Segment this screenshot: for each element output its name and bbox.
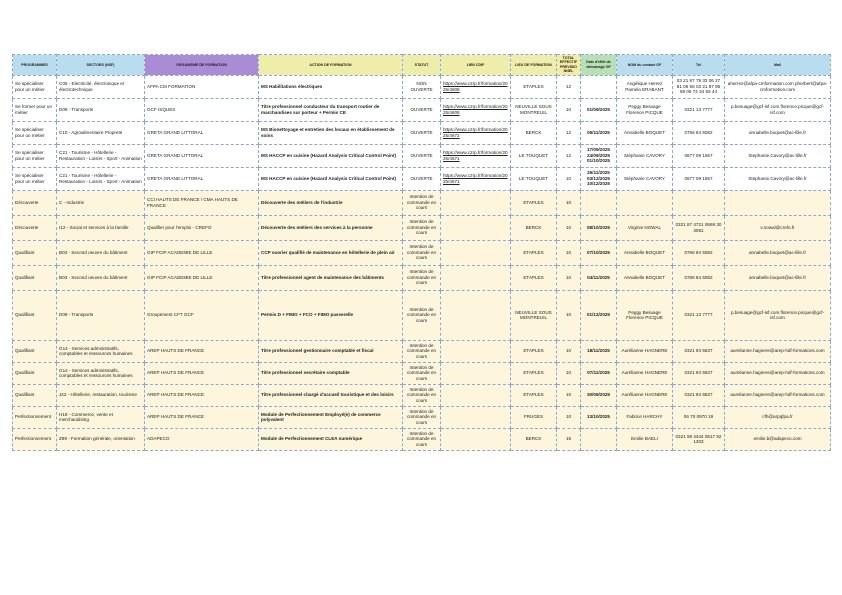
cell-date: 05/11/2025 xyxy=(581,121,617,144)
cell-lieu: ETAPLES xyxy=(511,240,557,265)
formation-table xyxy=(12,54,831,451)
header-programmes[interactable]: PROGRAMMES xyxy=(13,55,57,76)
cell-action: Découverte des métiers des services à la personne xyxy=(259,215,403,240)
header-date[interactable]: Date d'effet de démarrage OF xyxy=(581,55,617,76)
cell-lieu: BERCK xyxy=(511,215,557,240)
cell-date: 17/09/2025 24/09/2025 01/10/2025 xyxy=(581,144,617,167)
cell-mail[interactable]: Stephanie.Cavory@ac-lille.fr xyxy=(725,144,831,167)
table-row xyxy=(13,340,831,362)
cell-organisme: AREP HAUTS DE FRANCE xyxy=(145,384,259,406)
cell-statut: OUVERTE xyxy=(403,98,441,121)
cell-tel: 0321 87 4721 0669 30 3091 xyxy=(673,215,725,240)
cell-lien xyxy=(441,265,511,290)
cell-tel: 0677 09 1657 xyxy=(673,144,725,167)
table-row xyxy=(13,406,831,428)
header-contact[interactable]: NOM du contact OF xyxy=(617,55,673,76)
cell-secteur: D08 - Transports xyxy=(57,290,145,340)
cell-organisme: AREP HAUTS DE FRANCE xyxy=(145,362,259,384)
cell-secteur: D08 - Transports xyxy=(57,98,145,121)
cell-contact: Aurélianne HAGNERE xyxy=(617,362,673,384)
cell-mail[interactable]: v.nowal@crefo.fr xyxy=(725,215,831,240)
cell-mail[interactable]: annabelle.boquet@ac-lille.fr xyxy=(725,265,831,290)
table-row xyxy=(13,265,831,290)
cell-organisme: ADAPECO xyxy=(145,428,259,450)
cell-mail[interactable]: cfh@arpqfpa.fr xyxy=(725,406,831,428)
cell-mail[interactable]: annabelle.boquet@ac-lille.fr xyxy=(725,240,831,265)
cell-secteur: B03 - Second oeuvre du bâtiment xyxy=(57,265,145,290)
cell-effectif: 12 xyxy=(557,121,581,144)
cell-contact: Fabrice HARCHY xyxy=(617,406,673,428)
table-row xyxy=(13,75,831,98)
cell-date: 08/10/2025 xyxy=(581,215,617,240)
cell-lien xyxy=(441,406,511,428)
table-row xyxy=(13,190,831,215)
cell-programme: Perfectionnement xyxy=(13,406,57,428)
cell-contact: Stéphanie CAVORY xyxy=(617,144,673,167)
cell-lien[interactable]: https://www.c2rp.fr/formation/2025/4671 xyxy=(441,167,511,190)
cell-programme: Qualifiant xyxy=(13,362,57,384)
header-action[interactable]: ACTION DE FORMATION xyxy=(259,55,403,76)
cell-date: 18/11/2025 xyxy=(581,340,617,362)
cell-effectif: 10 xyxy=(557,240,581,265)
cell-statut: Intention de commande en cours xyxy=(403,340,441,362)
cell-lieu: BERCK xyxy=(511,428,557,450)
header-secteurs[interactable]: SECTORS (NSF) xyxy=(57,55,145,76)
cell-secteur: Z99 - Formation générale, orientation xyxy=(57,428,145,450)
cell-organisme: GCF ISQUES xyxy=(145,98,259,121)
cell-lieu: ETAPLES xyxy=(511,190,557,215)
cell-date xyxy=(581,75,617,98)
cell-lieu: ETAPLES xyxy=(511,362,557,384)
cell-lien[interactable]: https://www.c2rp.fr/formation/2025/4671 xyxy=(441,144,511,167)
cell-date xyxy=(581,428,617,450)
table-row xyxy=(13,144,831,167)
cell-organisme: Groupement CFT GCF xyxy=(145,290,259,340)
cell-action: Titre professionnel gestionnaire comptable et fiscal xyxy=(259,340,403,362)
cell-statut: Intention de commande en cours xyxy=(403,190,441,215)
cell-lien[interactable]: https://www.c2rp.fr/formation/2025/4608 xyxy=(441,75,511,98)
cell-organisme: GIP FCIP ACADEMIE DE LILLE xyxy=(145,265,259,290)
cell-organisme: Qualifier pour l'emploi - CREFO xyxy=(145,215,259,240)
header-effectif[interactable]: TOTAL EFFECTIF PREVISIONNEL xyxy=(557,55,581,76)
cell-date xyxy=(581,190,617,215)
cell-tel: 0766 84 5082 xyxy=(673,265,725,290)
cell-lien xyxy=(441,340,511,362)
cell-tel: 0321 94 5637 xyxy=(673,362,725,384)
cell-statut: OUVERTE xyxy=(403,144,441,167)
cell-contact: Virginie NOWAL xyxy=(617,215,673,240)
cell-secteur: C10 - Agroalimentaire Propreté xyxy=(57,121,145,144)
cell-lien xyxy=(441,215,511,240)
cell-action: MS HACCP en cuisine (Hazard Analysis Critical Control Point) xyxy=(259,167,403,190)
cell-mail[interactable]: Stephanie.Cavory@ac-lille.fr xyxy=(725,167,831,190)
cell-mail[interactable]: p.besuage@gcf-isf.com florence.picque@gcf-isf.com xyxy=(725,98,831,121)
cell-contact: Emilie BAELI xyxy=(617,428,673,450)
cell-effectif: 12 xyxy=(557,144,581,167)
cell-tel: 0321 59 4344 0617 92 1303 xyxy=(673,428,725,450)
cell-secteur: C05 - Electricité, électronique et électrotechnique xyxy=(57,75,145,98)
cell-action: MS Habilitations électriques xyxy=(259,75,403,98)
cell-lieu: ETAPLES xyxy=(511,340,557,362)
cell-lieu: NEUVILLE SOUS MONTREUIL xyxy=(511,290,557,340)
header-row xyxy=(13,55,831,76)
cell-effectif: 10 xyxy=(557,384,581,406)
cell-programme: Se spécialiser pour un métier xyxy=(13,75,57,98)
cell-organisme: AREP HAUTS DE FRANCE xyxy=(145,340,259,362)
cell-secteur: J22 - Hôtellerie, restauration, tourisme xyxy=(57,384,145,406)
cell-effectif: 10 xyxy=(557,406,581,428)
cell-action: Titre professionnel chargé d'accueil touristique et des loisirs xyxy=(259,384,403,406)
cell-lien xyxy=(441,290,511,340)
table-row xyxy=(13,167,831,190)
cell-action: Titre professionnel agent de maintenance des bâtiments xyxy=(259,265,403,290)
cell-lieu: BERCK xyxy=(511,121,557,144)
cell-statut: Intention de commande en cours xyxy=(403,240,441,265)
cell-tel: 0766 84 5082 xyxy=(673,121,725,144)
cell-secteur: C21 - Tourisme - Hôtellerie - Restauration - Loisirs - Sport - Animation xyxy=(57,144,145,167)
cell-tel: 03 21 87 79 33 06 27 81 06 56 03 21 87 95 59 06 74 34 55 44 xyxy=(673,75,725,98)
table-row xyxy=(13,362,831,384)
cell-contact: Annabelle BOQUET xyxy=(617,265,673,290)
cell-programme: Découverte xyxy=(13,190,57,215)
cell-programme: Qualifiant xyxy=(13,290,57,340)
table-row xyxy=(13,384,831,406)
cell-contact: Peggy Besuage Florence PICQUE xyxy=(617,98,673,121)
cell-effectif: 10 xyxy=(557,190,581,215)
cell-secteur: H19 - Commerce, vente et merchandising xyxy=(57,406,145,428)
cell-mail[interactable]: aurelianne.hagnere@arep-hdf-formations.com xyxy=(725,384,831,406)
cell-organisme: AREP HAUTS DE FRANCE xyxy=(145,406,259,428)
cell-lien xyxy=(441,190,511,215)
cell-secteur: C21 - Tourisme - Hôtellerie - Restauration - Loisirs - Sport - Animation xyxy=(57,167,145,190)
cell-mail xyxy=(725,190,831,215)
cell-statut: Intention de commande en cours xyxy=(403,290,441,340)
cell-date: 13/10/2025 xyxy=(581,406,617,428)
cell-programme: Se spécialiser pour un métier xyxy=(13,167,57,190)
cell-effectif: 10 xyxy=(557,265,581,290)
cell-secteur: G14 - Services administratifs, comptables et ressources humaines xyxy=(57,362,145,384)
cell-mail[interactable]: aurelianne.hagnere@arep-hdf-formations.com xyxy=(725,340,831,362)
cell-programme: Découverte xyxy=(13,215,57,240)
header-tel[interactable]: Tel xyxy=(673,55,725,76)
cell-tel: 0321 94 5637 xyxy=(673,340,725,362)
table-row xyxy=(13,121,831,144)
cell-date: 01/09/2025 xyxy=(581,98,617,121)
cell-programme: Se spécialiser pour un métier xyxy=(13,121,57,144)
cell-effectif: 10 xyxy=(557,98,581,121)
cell-tel: 0766 84 5082 xyxy=(673,240,725,265)
cell-effectif: 15 xyxy=(557,428,581,450)
cell-action: Découverte des métiers de l'industrie xyxy=(259,190,403,215)
cell-date: 04/11/2025 xyxy=(581,265,617,290)
cell-mail[interactable]: emilie.b@adapeco.com xyxy=(725,428,831,450)
cell-mail[interactable]: aherrez@afpa-cmformation.com pherbert@afpa-cmformation.com xyxy=(725,75,831,98)
header-mail[interactable]: Mail xyxy=(725,55,831,76)
cell-statut: Intention de commande en cours xyxy=(403,362,441,384)
cell-programme: Perfectionnement xyxy=(13,428,57,450)
cell-action: Permis D + FIMO + FCO + FIMO passerelle xyxy=(259,290,403,340)
cell-contact: Annabelle BOQUET xyxy=(617,240,673,265)
cell-contact: Aurélianne HAGNERE xyxy=(617,384,673,406)
cell-contact: Peggy Besuage Florence PICQUE xyxy=(617,290,673,340)
cell-contact: Aurélianne HAGNERE xyxy=(617,340,673,362)
cell-date: 30/09/2025 xyxy=(581,384,617,406)
cell-statut: Intention de commande en cours xyxy=(403,384,441,406)
cell-programme: Se spécialiser pour un métier xyxy=(13,144,57,167)
table-row xyxy=(13,215,831,240)
cell-action: Module de Perfectionnement Employé(e) de commerce polyvalent xyxy=(259,406,403,428)
table-row xyxy=(13,98,831,121)
cell-statut: Intention de commande en cours xyxy=(403,406,441,428)
cell-statut: Intention de commande en cours xyxy=(403,265,441,290)
cell-contact: Stéphanie CAVORY xyxy=(617,167,673,190)
cell-organisme: CCI HAUTS DE FRANCE / CMA HAUTS DE FRANCE xyxy=(145,190,259,215)
cell-programme: Qualifiant xyxy=(13,384,57,406)
cell-statut: OUVERTE xyxy=(403,167,441,190)
table-row xyxy=(13,290,831,340)
cell-lien xyxy=(441,428,511,450)
header-statut[interactable]: STATUT xyxy=(403,55,441,76)
header-lien[interactable]: LIEN CDIF xyxy=(441,55,511,76)
cell-lien xyxy=(441,384,511,406)
cell-statut: Intention de commande en cours xyxy=(403,215,441,240)
cell-statut: NON OUVERTE xyxy=(403,75,441,98)
cell-programme: Qualifiant xyxy=(13,265,57,290)
cell-organisme: AFPA CM FORMATION xyxy=(145,75,259,98)
cell-lien xyxy=(441,240,511,265)
cell-lieu: FRUGES xyxy=(511,406,557,428)
cell-lieu: LE TOUQUET xyxy=(511,144,557,167)
cell-action: MS HACCP en cuisine (Hazard Analysis Critical Control Point) xyxy=(259,144,403,167)
header-lieu[interactable]: LIEU DE FORMATION xyxy=(511,55,557,76)
cell-effectif: 10 xyxy=(557,290,581,340)
cell-tel: 0677 09 1657 xyxy=(673,167,725,190)
cell-tel: 0321 94 5637 xyxy=(673,384,725,406)
cell-programme: Qualifiant xyxy=(13,340,57,362)
cell-effectif: 10 xyxy=(557,215,581,240)
cell-effectif: 10 xyxy=(557,340,581,362)
cell-lieu: ETAPLES xyxy=(511,265,557,290)
cell-tel: 0321 13 7777 xyxy=(673,290,725,340)
cell-secteur: I12 - Social et services à la famille xyxy=(57,215,145,240)
cell-effectif: 12 xyxy=(557,75,581,98)
cell-lieu: NEUVILLE SOUS MONTREUIL xyxy=(511,98,557,121)
cell-lien xyxy=(441,362,511,384)
cell-action: MS Bionettoyage et entretien des locaux en établissement de soins xyxy=(259,121,403,144)
cell-programme: Qualifiant xyxy=(13,240,57,265)
cell-secteur: C - Industrie xyxy=(57,190,145,215)
cell-organisme: GRETA GRAND LITTORAL xyxy=(145,121,259,144)
cell-date: 26/11/2025 03/12/2025 10/12/2025 xyxy=(581,167,617,190)
cell-organisme: GIP FCIP ACADEMIE DE LILLE xyxy=(145,240,259,265)
cell-secteur: B03 - Second oeuvre du bâtiment xyxy=(57,240,145,265)
cell-tel: 0321 13 7777 xyxy=(673,98,725,121)
cell-date: 07/10/2025 xyxy=(581,240,617,265)
cell-statut: OUVERTE xyxy=(403,121,441,144)
cell-action: Module de Perfectionnement CLEA numérique xyxy=(259,428,403,450)
cell-tel xyxy=(673,190,725,215)
cell-secteur: G14 - Services administratifs, comptables et ressources humaines xyxy=(57,340,145,362)
cell-tel: 06 70 0970 19 xyxy=(673,406,725,428)
cell-action: Titre professionnel secrétaire comptable xyxy=(259,362,403,384)
cell-organisme: GRETA GRAND LITTORAL xyxy=(145,167,259,190)
cell-statut: Intention de commande en cours xyxy=(403,428,441,450)
cell-mail[interactable]: annabelle.boquet@ac-lille.fr xyxy=(725,121,831,144)
cell-mail[interactable]: p.besuage@gcf-isf.com florence.picque@gcf-isf.com xyxy=(725,290,831,340)
cell-lien[interactable]: https://www.c2rp.fr/formation/2025/4608 xyxy=(441,98,511,121)
cell-date: 07/11/2025 xyxy=(581,362,617,384)
cell-action: CCP ouvrier qualifié de maintenance en hôtellerie de plein air xyxy=(259,240,403,265)
table-row xyxy=(13,240,831,265)
cell-lieu: ETAPLES xyxy=(511,384,557,406)
cell-contact: Angélique Herrez Pamela ERABANT xyxy=(617,75,673,98)
cell-effectif: 10 xyxy=(557,362,581,384)
header-organisme[interactable]: ORGANISME DE FORMATION xyxy=(145,55,259,76)
cell-programme: Se former pour un métier xyxy=(13,98,57,121)
cell-effectif: 10 xyxy=(557,167,581,190)
cell-contact xyxy=(617,190,673,215)
cell-lieu: ETAPLES xyxy=(511,75,557,98)
cell-organisme: GRETA GRAND LITTORAL xyxy=(145,144,259,167)
cell-action: Titre professionnel conducteur du transport routier de marchandises sur porteur + Permis CE xyxy=(259,98,403,121)
cell-lieu: LE TOUQUET xyxy=(511,167,557,190)
cell-contact: Annabelle BOQUET xyxy=(617,121,673,144)
cell-lien[interactable]: https://www.c2rp.fr/formation/2025/4672 xyxy=(441,121,511,144)
cell-mail[interactable]: aurelianne.hagnere@arep-hdf-formations.com xyxy=(725,362,831,384)
table-row xyxy=(13,428,831,450)
cell-date: 01/12/2025 xyxy=(581,290,617,340)
